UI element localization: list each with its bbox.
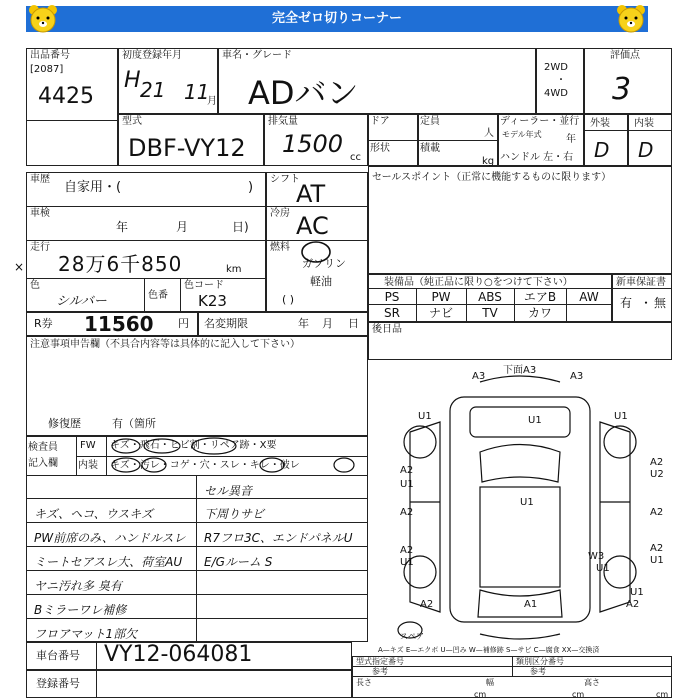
lot-label: 出品番号 xyxy=(30,50,70,61)
warranty-no: 無 xyxy=(654,296,667,310)
name-change-month: 月 xyxy=(322,317,333,330)
memo-left-2: PW前席のみ、ハンドルスレ xyxy=(34,531,186,545)
interior-value: D xyxy=(638,138,654,162)
drive-4wd: 4WD xyxy=(544,88,568,99)
lot-number: 4425 xyxy=(38,84,94,109)
defect-legend: A—キズ E—エクボ U—凹み W—補修跡 S—サビ C—腐食 XX—交換済 xyxy=(378,646,600,654)
inspector-label-1: 検査員 xyxy=(28,442,58,453)
equip-tv: TV xyxy=(482,306,498,320)
usage-close: ) xyxy=(248,180,254,195)
shift-value: AT xyxy=(296,180,326,208)
dealer-label: ディーラー・並行 xyxy=(500,116,580,127)
model-year-label: モデル年式 xyxy=(502,130,542,139)
bear-mascot-icon xyxy=(26,2,60,36)
shift-label: シフト xyxy=(270,174,300,185)
width-unit: cm xyxy=(572,690,585,699)
mark-a2-a: A2 xyxy=(400,465,414,476)
reg-no-label: 登録番号 xyxy=(36,677,80,690)
mark-a3-left: A3 xyxy=(472,371,486,382)
header-title: 完全ゼロ切りコーナー xyxy=(271,11,402,26)
equip-leather: カワ xyxy=(527,306,552,320)
shaken-month: 月 xyxy=(176,220,189,234)
load-unit: kg xyxy=(482,156,495,167)
name-change-label: 名変期限 xyxy=(204,317,248,330)
post-install-label: 後日品 xyxy=(372,324,402,335)
memo-left-4: ヤニ汚れ多 臭有 xyxy=(34,579,122,593)
interior-items: キズ・汚レ・コゲ・穴・スレ・キレ・破レ xyxy=(110,460,300,471)
name-change-year: 年 xyxy=(298,317,309,330)
grade-label: 評価点 xyxy=(610,50,640,61)
usage-label: 車歴 xyxy=(30,174,50,185)
car-name-value: ADバン xyxy=(248,74,359,112)
mark-a2-c: A2 xyxy=(400,507,414,518)
memo-left-1: キズ、ヘコ、ウスキズ xyxy=(34,507,154,521)
mark-spare: スペア xyxy=(400,632,424,641)
first-reg-era: H xyxy=(124,68,141,93)
type-no-label: 型式指定番号 xyxy=(356,657,404,666)
load-label: 積載 xyxy=(420,143,440,154)
lot-sub: [2087] xyxy=(30,64,64,75)
color-label: 色 xyxy=(30,280,40,291)
color-code: K23 xyxy=(198,292,227,310)
mileage-label: 走行 xyxy=(30,242,50,253)
doors-label: ドア xyxy=(370,116,390,127)
ac-value: AC xyxy=(296,212,329,240)
color-code-label: 色コード xyxy=(184,280,224,291)
equip-airbag: エアB xyxy=(523,290,557,304)
car-name-label: 車名・グレード xyxy=(222,50,292,61)
inspector-circle-marks xyxy=(106,436,368,476)
color-value: シルバー xyxy=(56,294,107,309)
mileage-unit: km xyxy=(226,264,242,275)
memo-left-6: フロアマット1部欠 xyxy=(34,627,138,641)
mark-a3-right: A3 xyxy=(570,371,584,382)
shaken-day: 日) xyxy=(232,220,249,234)
memo-left-5: Bミラーワレ補修 xyxy=(34,603,127,617)
first-reg-unit: 月 xyxy=(207,96,217,107)
mark-u1-i: U1 xyxy=(630,587,644,598)
warranty-label: 新車保証書 xyxy=(616,277,666,288)
memo-left-3: ミートセアスレ大、荷室AU xyxy=(34,555,183,569)
memo-right-2: 下周りサビ xyxy=(204,507,265,521)
interior-label: 内装 xyxy=(634,118,654,129)
equip-navi: ナビ xyxy=(428,306,453,320)
mark-a1: A1 xyxy=(524,599,538,610)
equip-ps: PS xyxy=(384,290,400,304)
post-install-box xyxy=(368,322,672,360)
mark-u1-a: U1 xyxy=(418,411,432,422)
capacity-unit: 人 xyxy=(484,128,494,139)
shape-label: 形状 xyxy=(370,143,390,154)
exterior-label: 外装 xyxy=(590,118,610,129)
warranty-yes: 有 xyxy=(620,296,633,310)
mark-u1-e: U1 xyxy=(400,479,414,490)
header-banner xyxy=(26,6,648,32)
mileage-value: 28万6千850 xyxy=(58,252,183,276)
fuel-label: 燃料 xyxy=(270,242,290,253)
width-label: 幅 xyxy=(486,678,494,687)
class-no-label: 類別区分番号 xyxy=(516,657,564,666)
exterior-value: D xyxy=(594,138,610,162)
mark-a2-h: A2 xyxy=(626,599,640,610)
inspector-label-2: 記入欄 xyxy=(28,458,58,469)
memo-right-1: セル異音 xyxy=(204,484,253,498)
chassis-label: 車台番号 xyxy=(36,649,80,662)
capacity-label: 定員 xyxy=(420,116,440,127)
height-unit: cm xyxy=(656,690,669,699)
equip-abs: ABS xyxy=(478,290,502,304)
ref-label-2: 参考 xyxy=(530,667,546,676)
sales-point-label: セールスポイント（正常に機能するものに限ります） xyxy=(372,172,612,183)
grade-value: 3 xyxy=(612,72,632,107)
equipment-label: 装備品（純正品に限り○をつけて下さい） xyxy=(384,277,573,288)
fuel-gas: ガソリン xyxy=(302,257,346,270)
drive-2wd: 2WD xyxy=(544,62,568,73)
recycle-unit: 円 xyxy=(178,317,189,330)
mark-u1-b: U1 xyxy=(528,415,542,426)
equip-aw: AW xyxy=(579,290,599,304)
color-no-label: 色番 xyxy=(148,290,168,301)
shaken-label: 車検 xyxy=(30,208,50,219)
recycle-value: 11560 xyxy=(84,312,154,336)
displacement-value: 1500 xyxy=(282,130,344,158)
usage-value: 自家用・( xyxy=(64,180,122,195)
height-label: 高さ xyxy=(584,678,600,687)
mark-a2-d: A2 xyxy=(650,507,664,518)
ac-label: 冷房 xyxy=(270,208,290,219)
equip-pw: PW xyxy=(431,290,451,304)
mark-u1-d: U1 xyxy=(520,497,534,508)
equip-sr: SR xyxy=(384,306,400,320)
model-value: DBF-VY12 xyxy=(128,134,246,162)
model-label: 型式 xyxy=(122,116,142,127)
fuel-light: 軽油 xyxy=(310,275,332,288)
memo-right-4: E/Gルーム S xyxy=(204,555,273,569)
repair-value: 有（箇所 xyxy=(112,417,156,430)
chassis-value: VY12-064081 xyxy=(104,642,253,667)
shaken-year: 年 xyxy=(116,220,129,234)
mark-w3: W3 xyxy=(588,551,605,562)
mark-a2-e: A2 xyxy=(400,545,414,556)
fw-label: FW xyxy=(80,440,96,451)
edge-mark: × xyxy=(14,260,25,274)
displacement-label: 排気量 xyxy=(268,116,298,127)
mark-a2-b: A2 xyxy=(650,457,664,468)
repair-label: 修復歴 xyxy=(48,417,81,430)
bear-mascot-icon xyxy=(614,2,648,36)
model-year-unit: 年 xyxy=(566,134,576,145)
recycle-label: R券 xyxy=(34,317,53,330)
first-reg-label: 初度登録年月 xyxy=(122,50,182,61)
fuel-other: ( ) xyxy=(282,293,295,306)
mark-u1-h: U1 xyxy=(596,563,610,574)
displacement-unit: cc xyxy=(350,152,361,163)
interior-insp-label: 内装 xyxy=(78,460,98,471)
name-change-day: 日 xyxy=(348,317,359,330)
length-label: 長さ xyxy=(356,678,372,687)
first-reg-year: 21 xyxy=(140,78,166,102)
handle-label: ハンドル 左・右 xyxy=(500,152,574,163)
notes-label: 注意事項申告欄（不具合内容等は具体的に記入して下さい） xyxy=(30,339,300,350)
mark-u1-c: U1 xyxy=(614,411,628,422)
mark-u1-g: U1 xyxy=(650,555,664,566)
fw-items: キズ・飛石・ヒビ割・リペア跡・X要 xyxy=(110,440,277,451)
mark-u1-f: U1 xyxy=(400,557,414,568)
memo-right-3: R7フロ3C、エンドパネルU xyxy=(204,531,353,545)
length-unit: cm xyxy=(474,690,487,699)
ref-label-1: 参考 xyxy=(372,667,388,676)
mark-a2-f: A2 xyxy=(650,543,664,554)
first-reg-month: 11 xyxy=(184,80,210,104)
mark-a2-g: A2 xyxy=(420,599,434,610)
mark-u2: U2 xyxy=(650,469,664,480)
mark-under-a3: 下面A3 xyxy=(503,365,537,376)
